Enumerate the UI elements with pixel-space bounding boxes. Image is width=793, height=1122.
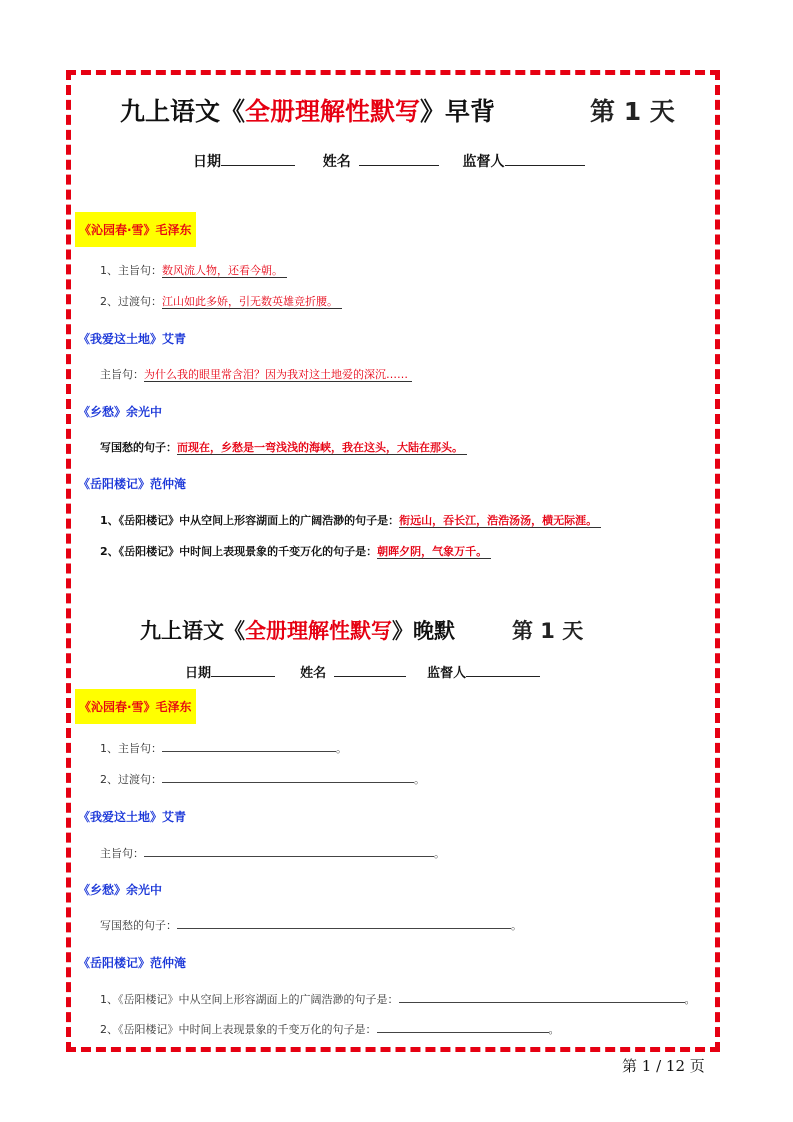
answer-blank[interactable]	[162, 740, 336, 752]
morning-title: 九上语文《全册理解性默写》早背	[120, 97, 496, 126]
name-label: 姓名	[322, 154, 351, 170]
name-blank[interactable]	[334, 662, 406, 677]
date-blank[interactable]	[211, 662, 275, 677]
section-heading: 《岳阳楼记》范仲淹	[78, 477, 187, 491]
supervisor-label: 监督人	[427, 666, 467, 681]
question-item: 2、过渡句：江山如此多娇，引无数英雄竞折腰。	[100, 293, 342, 309]
question-item: 主旨句：为什么我的眼里常含泪？因为我对这土地爱的深沉……	[100, 366, 412, 382]
section-heading: 《我爱这土地》艾青	[78, 332, 187, 346]
answer-blank[interactable]	[144, 845, 434, 857]
date-label: 日期	[185, 666, 212, 681]
question-item: 1、主旨句：数风流人物，还看今朝。	[100, 262, 287, 278]
section-heading: 《沁园春·雪》毛泽东	[75, 689, 196, 724]
date-label: 日期	[193, 154, 221, 170]
question-item: 2、《岳阳楼记》中时间上表现景象的千变万化的句子是： 。	[100, 1023, 560, 1036]
question-item: 1、《岳阳楼记》中从空间上形容湖面上的广阔浩渺的句子是： 。	[100, 993, 696, 1006]
section-heading: 《我爱这土地》艾青	[78, 810, 187, 824]
morning-meta-row	[193, 151, 585, 171]
question-item: 2、《岳阳楼记》中时间上表现景象的千变万化的句子是：朝晖夕阴，气象万千。	[100, 543, 491, 559]
section-heading: 《沁园春·雪》毛泽东	[75, 212, 196, 247]
answer-blank[interactable]	[399, 991, 685, 1003]
supervisor-label: 监督人	[462, 154, 505, 170]
answer: 江山如此多娇，引无数英雄竞折腰。	[162, 295, 342, 309]
evening-title: 九上语文《全册理解性默写》晚默	[140, 619, 455, 643]
question-item: 写国愁的句子： 。	[100, 919, 522, 932]
page-number: 第 1 / 12 页	[622, 1057, 705, 1075]
name-blank[interactable]	[359, 151, 439, 166]
answer: 为什么我的眼里常含泪？因为我对这土地爱的深沉……	[144, 368, 412, 382]
answer: 而现在，乡愁是一弯浅浅的海峡，我在这头，大陆在那头。	[177, 441, 467, 455]
question-item: 写国愁的句子：而现在，乡愁是一弯浅浅的海峡，我在这头，大陆在那头。	[100, 439, 467, 455]
answer-blank[interactable]	[162, 771, 414, 783]
question-item: 主旨句： 。	[100, 847, 445, 860]
evening-day: 第 1 天	[512, 619, 584, 643]
section-heading: 《岳阳楼记》范仲淹	[78, 956, 187, 970]
supervisor-blank[interactable]	[505, 151, 585, 166]
answer: 数风流人物，还看今朝。	[162, 264, 287, 278]
question-item: 1、主旨句： 。	[100, 742, 347, 755]
answer: 朝晖夕阴，气象万千。	[377, 545, 491, 559]
section-heading: 《乡愁》余光中	[78, 883, 163, 897]
question-item: 2、过渡句： 。	[100, 773, 425, 786]
answer-blank[interactable]	[177, 917, 511, 929]
answer: 衔远山，吞长江，浩浩汤汤，横无际涯。	[399, 514, 601, 528]
evening-meta-row	[185, 662, 540, 681]
answer-blank[interactable]	[377, 1021, 549, 1033]
supervisor-blank[interactable]	[466, 662, 540, 677]
morning-day: 第 1 天	[590, 97, 675, 126]
section-heading: 《乡愁》余光中	[78, 405, 163, 419]
date-blank[interactable]	[221, 151, 295, 166]
question-item: 1、《岳阳楼记》中从空间上形容湖面上的广阔浩渺的句子是：衔远山，吞长江，浩浩汤汤，横无际涯。	[100, 512, 601, 528]
name-label: 姓名	[300, 666, 327, 681]
